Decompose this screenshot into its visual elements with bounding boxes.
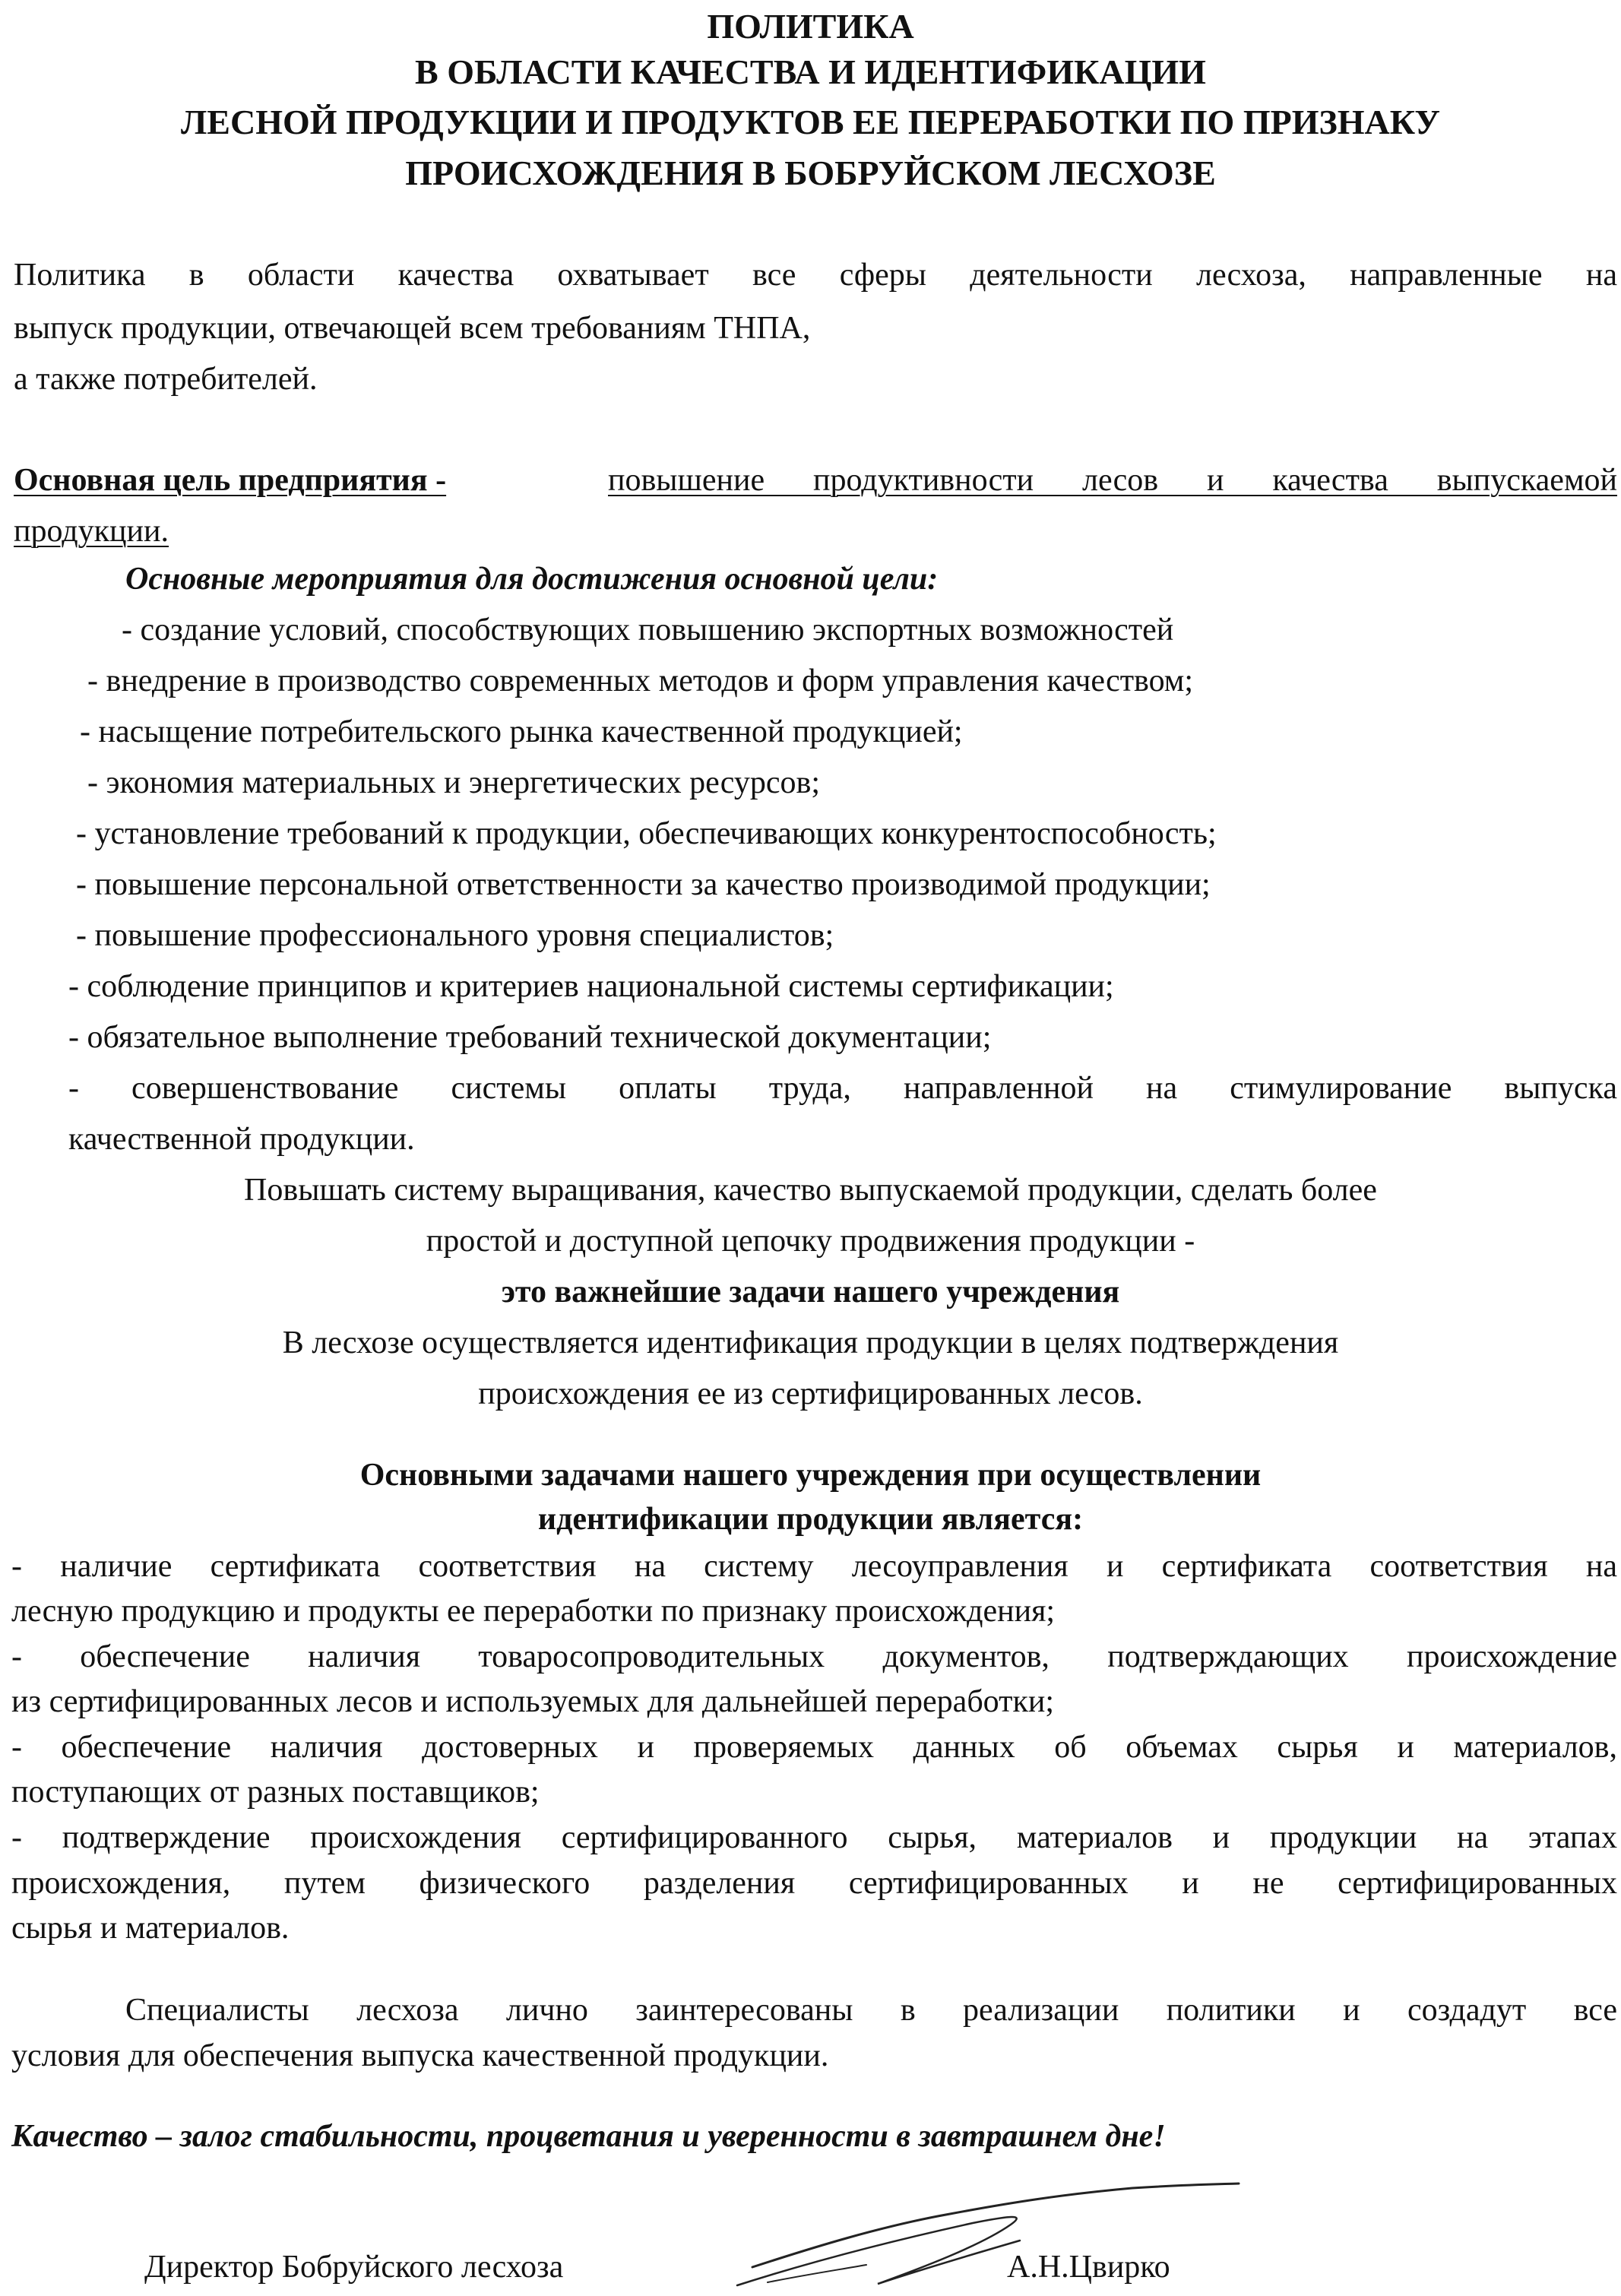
measure-item: - соблюдение принципов и критериев национальной системы сертификации;	[68, 969, 1114, 1004]
measure-item: - совершенствование системы оплаты труда, направленной на стимулирование выпуска	[68, 1071, 1617, 1106]
goal-label: Основная цель предприятия -	[14, 463, 447, 498]
title-line-3: ЛЕСНОЙ ПРОДУКЦИИ И ПРОДУКТОВ ЕЕ ПЕРЕРАБОТКИ ПО ПРИЗНАКУ	[181, 103, 1440, 141]
identification-line: - подтверждение происхождения сертифицированного сырья, материалов и продукции на этапах	[11, 1820, 1617, 1855]
measure-item: - установление требований к продукции, обеспечивающих конкурентоспособность;	[76, 816, 1217, 851]
measure-item: - экономия материальных и энергетических ресурсов;	[87, 765, 820, 800]
handwritten-signature	[722, 2177, 1254, 2291]
specialists-line-2: условия для обеспечения выпуска качественной продукции.	[11, 2038, 829, 2073]
identification-heading-2: идентификации продукции является:	[537, 1502, 1084, 1537]
identification-line: поступающих от разных поставщиков;	[11, 1775, 540, 1810]
intro-line-2: выпуск продукции, отвечающей всем требованиям ТНПА,	[14, 311, 811, 346]
identification-line: сырья и материалов.	[11, 1911, 290, 1946]
measure-item: - повышение персональной ответственности за качество производимой продукции;	[76, 867, 1211, 902]
identification-line: - обеспечение наличия достоверных и проверяемых данных об объемах сырья и материалов,	[11, 1730, 1617, 1765]
measure-item: - внедрение в производство современных методов и форм управления качеством;	[87, 663, 1194, 698]
intro-line-1: Политика в области качества охватывает все сферы деятельности лесхоза, направленные на	[14, 258, 1617, 293]
identification-line: происхождения, путем физического разделения сертифицированных и не сертифицированных	[11, 1866, 1617, 1901]
tasks-line-3: это важнейшие задачи нашего учреждения	[501, 1275, 1120, 1310]
title-line-2: В ОБЛАСТИ КАЧЕСТВА И ИДЕНТИФИКАЦИИ	[415, 52, 1206, 91]
identification-line: - обеспечение наличия товаросопроводительных документов, подтверждающих происхождение	[11, 1639, 1617, 1674]
identification-line: - наличие сертификата соответствия на систему лесоуправления и сертификата соответствия на	[11, 1549, 1617, 1584]
tasks-line-5: происхождения ее из сертифицированных лесов.	[478, 1376, 1143, 1411]
identification-heading-1: Основными задачами нашего учреждения при осуществлении	[359, 1458, 1262, 1493]
motto: Качество – залог стабильности, процветания и уверенности в завтрашнем дне!	[11, 2119, 1166, 2154]
measure-item: - обязательное выполнение требований технической документации;	[68, 1020, 992, 1055]
tasks-line-4: В лесхозе осуществляется идентификация продукции в целях подтверждения	[282, 1325, 1339, 1360]
measure-item: - насыщение потребительского рынка качественной продукцией;	[80, 714, 963, 749]
measure-item: - повышение профессионального уровня специалистов;	[76, 918, 834, 953]
director-position: Директор Бобруйского лесхоза	[144, 2250, 564, 2285]
identification-line: из сертифицированных лесов и используемых для дальнейшей переработки;	[11, 1684, 1055, 1719]
goal-text-line-1: повышение продуктивности лесов и качества выпускаемой	[608, 463, 1617, 498]
tasks-line-1: Повышать систему выращивания, качество выпускаемой продукции, сделать более	[244, 1173, 1377, 1208]
tasks-line-2: простой и доступной цепочку продвижения продукции -	[426, 1224, 1195, 1259]
intro-line-3: а также потребителей.	[14, 362, 318, 397]
page-title: ПОЛИТИКА	[707, 7, 914, 46]
identification-line: лесную продукцию и продукты ее переработки по признаку происхождения;	[11, 1594, 1056, 1629]
director-name: А.Н.Цвирко	[1007, 2250, 1170, 2285]
measures-heading: Основные мероприятия для достижения основной цели:	[125, 562, 939, 597]
goal-text-line-2: продукции.	[14, 514, 169, 549]
measure-item: - создание условий, способствующих повышению экспортных возможностей	[122, 613, 1174, 648]
measure-item: качественной продукции.	[68, 1122, 415, 1157]
specialists-line-1: Специалисты лесхоза лично заинтересованы в реализации политики и создадут все	[125, 1993, 1617, 2028]
title-line-4: ПРОИСХОЖДЕНИЯ В БОБРУЙСКОМ ЛЕСХОЗЕ	[405, 154, 1216, 192]
